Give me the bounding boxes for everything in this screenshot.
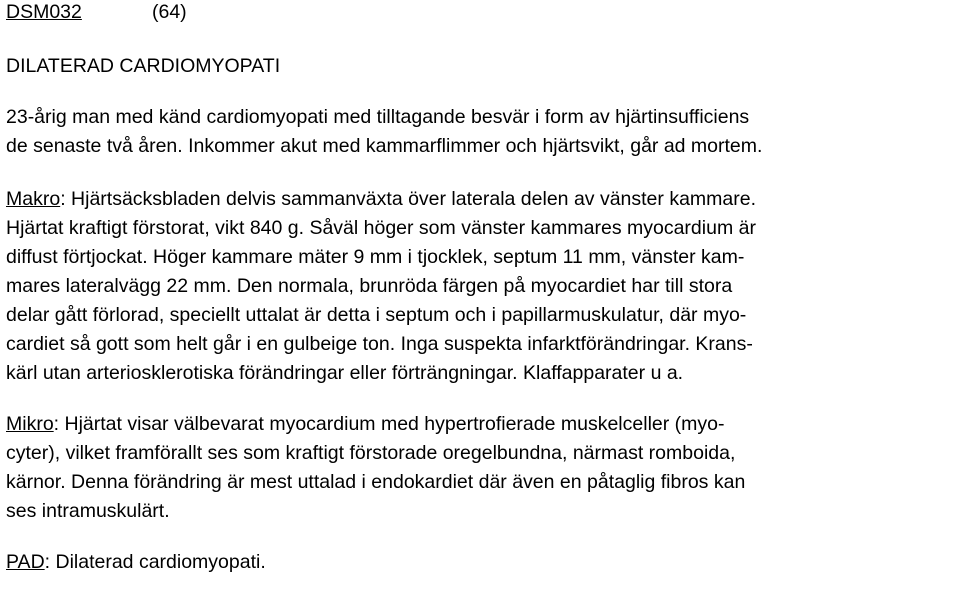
pad-line [6,548,956,577]
case-code: DSM032 [6,1,82,23]
history-line: de senaste två åren. Inkommer akut med kammarflimmer och hjärtsvikt, går ad mortem. [6,135,763,157]
mikro-first-line [6,410,956,439]
case-number: (64) [152,1,187,23]
mikro-section [6,410,956,526]
history-line: 23-årig man med känd cardiomyopati med tilltagande besvär i form av hjärtinsufficiens [6,106,750,128]
mikro-line: kärnor. Denna förändring är mest uttalad i endokardiet där även en påtaglig fibros kan [6,471,746,493]
makro-line: kärl utan arteriosklerotiska förändringar eller förträngningar. Klaffapparater u a. [6,362,684,384]
makro-first-line-text: : Hjärtsäcksbladen delvis sammanväxta över laterala delen av vänster kammare. [60,188,756,210]
makro-line: diffust förtjockat. Höger kammare mäter 9 mm i tjocklek, septum 11 mm, vänster kam- [6,246,745,268]
pad-section [6,548,956,577]
mikro-line: ses intramuskulärt. [6,500,170,522]
makro-line: Hjärtat kraftigt förstorat, vikt 840 g. Såväl höger som vänster kammares myocardium är [6,217,756,239]
mikro-first-line-text: : Hjärtat visar välbevarat myocardium med hypertrofierade muskelceller (myo- [53,413,725,435]
document [6,0,956,577]
history-section [6,103,956,161]
makro-label: Makro [6,188,61,210]
mikro-line: cyter), vilket framförallt ses som kraftigt förstorade oregelbundna, närmast romboida, [6,442,736,464]
mikro-label: Mikro [6,413,54,435]
makro-line: delar gått förlorad, speciellt uttalat är detta i septum och i papillarmuskulatur, där myo- [6,304,747,326]
makro-line: cardiet så gott som helt går i en gulbeige ton. Inga suspekta infarktförändringar. Krans- [6,333,753,355]
case-header [6,0,956,27]
makro-line: mares lateralvägg 22 mm. Den normala, brunröda färgen på myocardiet har till stora [6,275,733,297]
document-title: DILATERAD CARDIOMYOPATI [6,55,281,77]
pad-label: PAD [6,551,45,573]
pad-text: : Dilaterad cardiomyopati. [44,551,266,573]
makro-first-line [6,185,956,214]
makro-section [6,185,956,388]
